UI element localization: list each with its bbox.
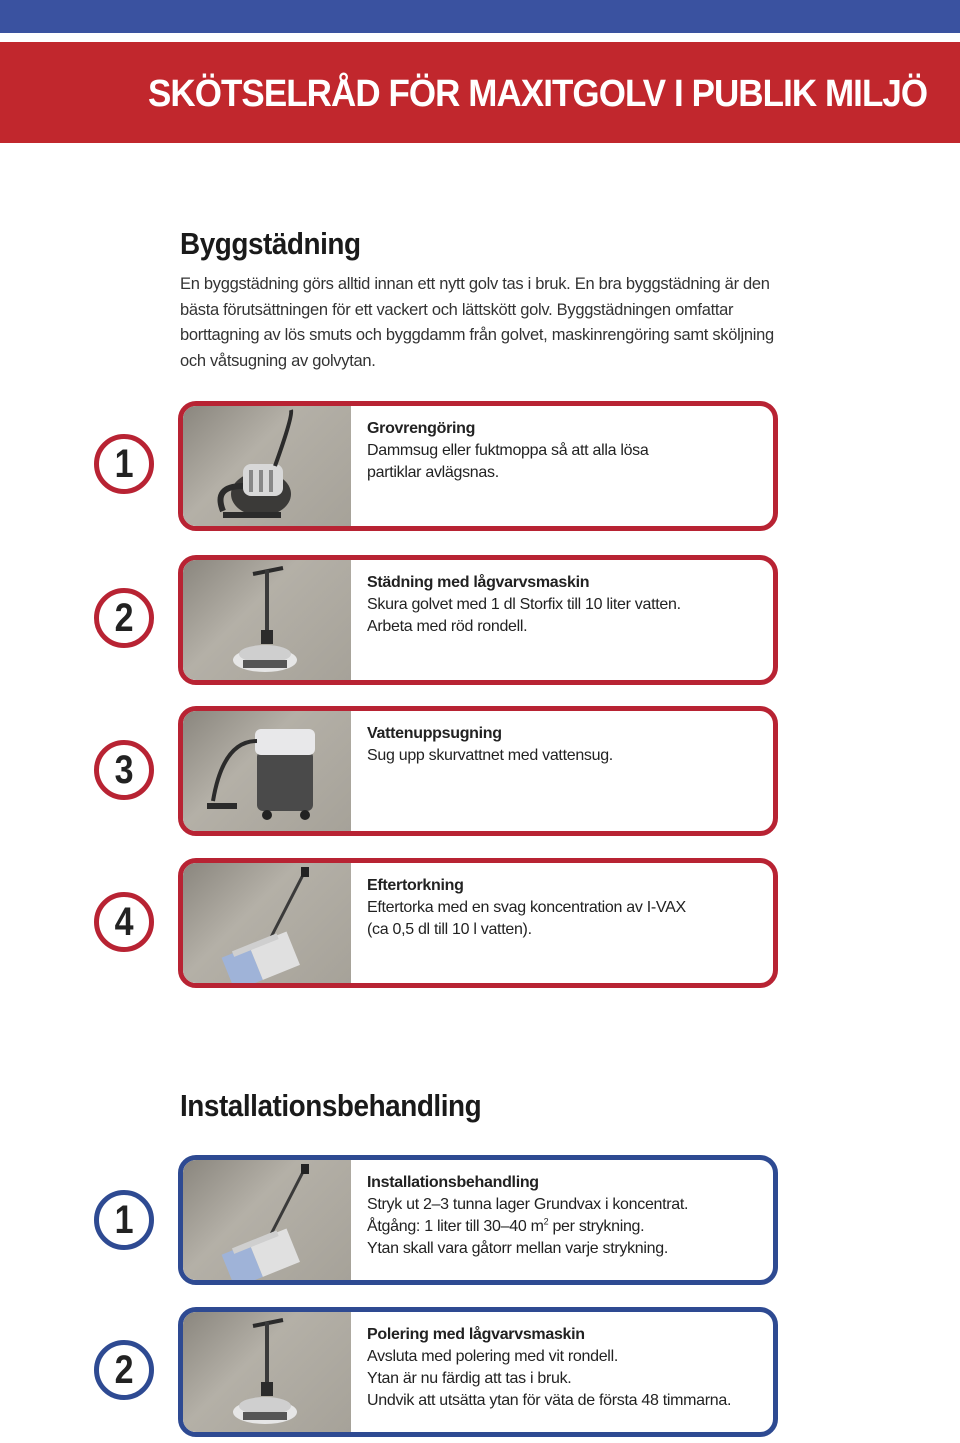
step-line: Sug upp skurvattnet med vattensug. bbox=[367, 747, 613, 764]
step-number-badge: 2 bbox=[94, 588, 154, 648]
top-color-band bbox=[0, 0, 960, 33]
section-intro: En byggstädning görs alltid innan ett nytt golv tas i bruk. En bra byggstädning är den bästa förutsättningen för ett vackert och lättskött golv. Byggstädningen omfattar borttagning av lös smuts och byggdamm från golvet, maskinrengöring samt sköljning och våtsugning av golvytan. bbox=[180, 275, 774, 370]
step-number-badge: 1 bbox=[94, 1190, 154, 1250]
section-title-installationsbehandling: Installationsbehandling bbox=[180, 1088, 482, 1123]
step-title: Vattenuppsugning bbox=[367, 725, 502, 742]
step-number-badge: 3 bbox=[94, 740, 154, 800]
step-number-badge: 2 bbox=[94, 1340, 154, 1400]
step-number-badge: 4 bbox=[94, 892, 154, 952]
step-line: Dammsug eller fuktmoppa så att alla lösa bbox=[367, 442, 649, 459]
step-number-badge: 1 bbox=[94, 434, 154, 494]
section-title-byggstadning: Byggstädning bbox=[180, 226, 361, 261]
mop-icon bbox=[183, 863, 351, 983]
step-title: Polering med lågvarvsmaskin bbox=[367, 1326, 585, 1343]
step-line: Skura golvet med 1 dl Storfix till 10 liter vatten. bbox=[367, 596, 681, 613]
step-card bbox=[178, 555, 778, 685]
step-line-area: Åtgång: 1 liter till 30–40 $m^2$ per strykning. bbox=[367, 1216, 645, 1235]
step-line: Stryk ut 2–3 tunna lager Grundvax i koncentrat. bbox=[367, 1196, 689, 1213]
mop-icon bbox=[183, 1160, 351, 1280]
step-line: (ca 0,5 dl till 10 l vatten). bbox=[367, 921, 532, 938]
step-title: Städning med lågvarvsmaskin bbox=[367, 574, 590, 591]
step-title: Eftertorkning bbox=[367, 877, 464, 894]
step-card bbox=[178, 706, 778, 836]
step-line: Arbeta med röd rondell. bbox=[367, 618, 528, 635]
floor-machine-icon bbox=[183, 560, 351, 680]
step-card bbox=[178, 1307, 778, 1437]
step-line: Ytan skall vara gåtorr mellan varje strykning. bbox=[367, 1240, 668, 1257]
step-line: partiklar avlägsnas. bbox=[367, 464, 499, 481]
step-line: Ytan är nu färdig att tas i bruk. bbox=[367, 1370, 572, 1387]
step-card bbox=[178, 858, 778, 988]
step-card bbox=[178, 1155, 778, 1285]
step-line: Avsluta med polering med vit rondell. bbox=[367, 1348, 618, 1365]
step-title: Grovrengöring bbox=[367, 420, 476, 437]
wet-vacuum-icon bbox=[183, 711, 351, 831]
step-card bbox=[178, 401, 778, 531]
step-line: Undvik att utsätta ytan för väta de första 48 timmarna. bbox=[367, 1392, 732, 1409]
step-title: Installationsbehandling bbox=[367, 1174, 539, 1191]
step-line: Eftertorka med en svag koncentration av I-VAX bbox=[367, 899, 686, 916]
page-title: SKÖTSELRÅD FÖR MAXITGOLV I PUBLIK MILJÖ bbox=[148, 73, 928, 115]
floor-machine-icon bbox=[183, 1312, 351, 1432]
vacuum-cleaner-icon bbox=[183, 406, 351, 526]
